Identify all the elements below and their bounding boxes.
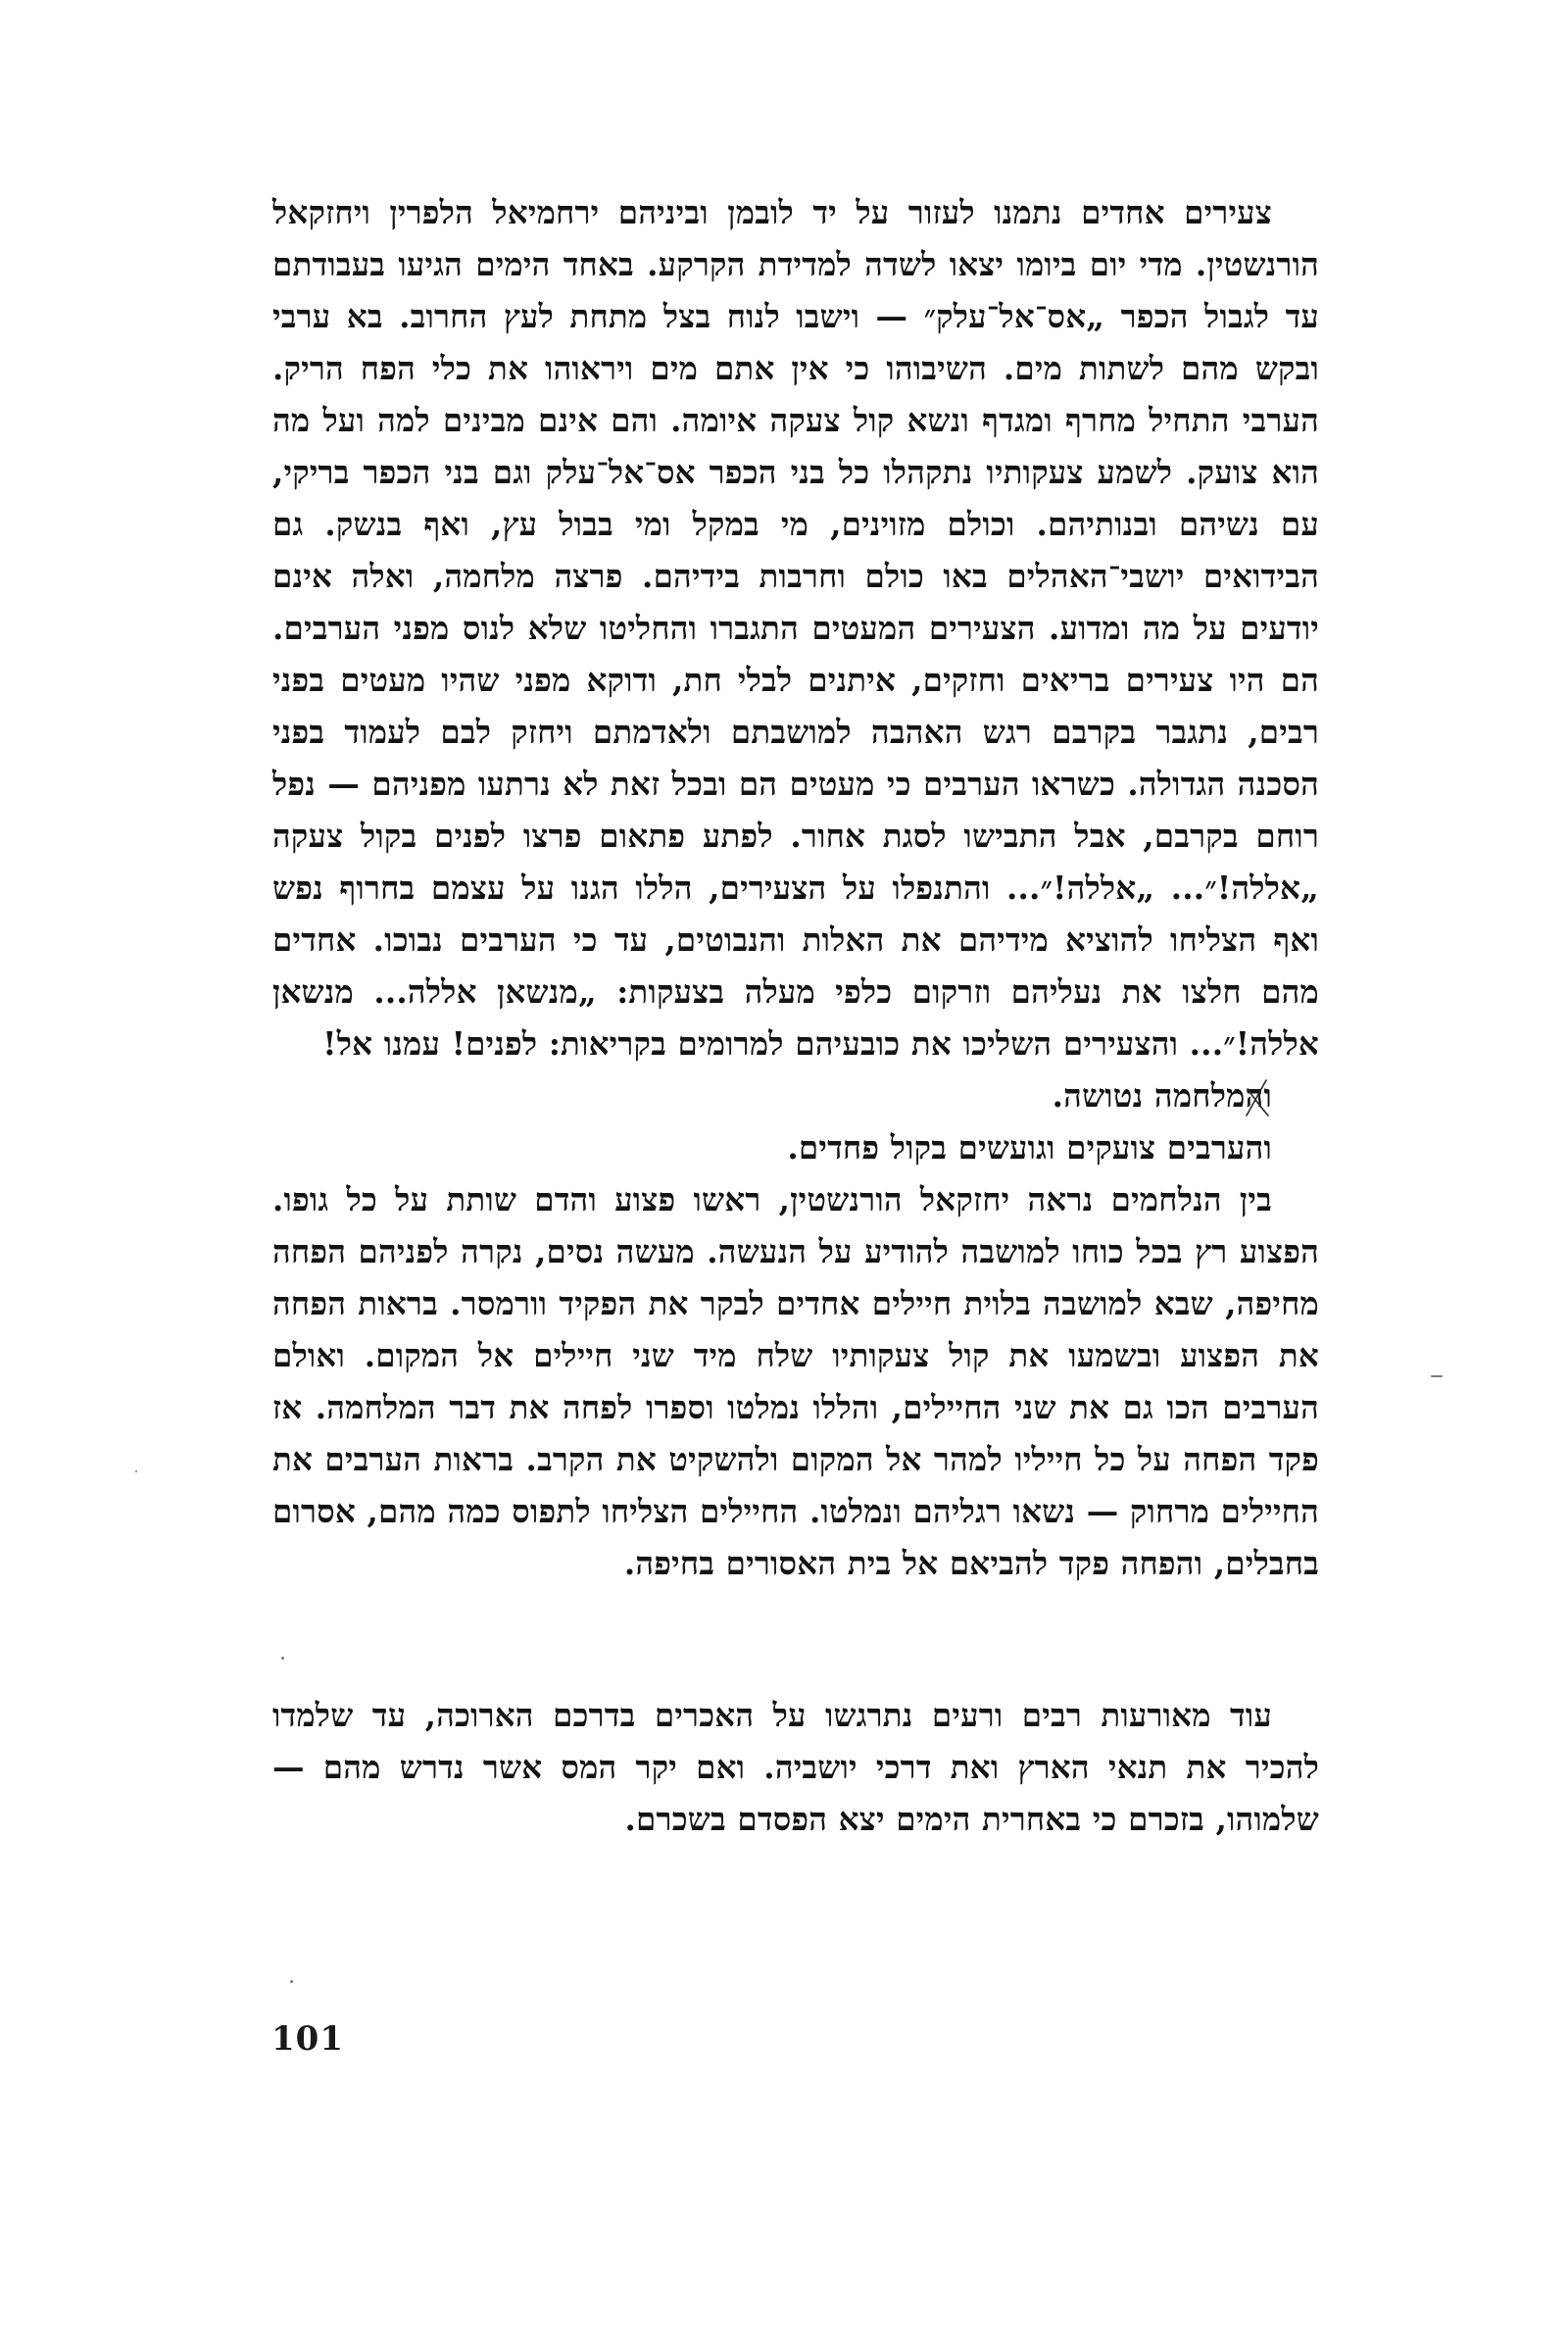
paragraph-pasha-arrival: בין הנלחמים נראה יחזקאל הורנשטין, ראשו פצוע והדם שותת על כל גופו. הפצוע רץ בכל כוחו למושבה להודיע על הנעשה. מעשה נסים, נקרה לפניהם הפחה מחיפה, שבא למושבה בלוית חיילים אחדים לבקר את הפקיד וורמסר. בראות הפחה את הפצוע ובשמעו את קול צעקותיו שלח מיד שני חיילים אל המקום. ואולם הערבים הכו גם את שני החיילים, והללו נמלטו וספרו לפחה את דבר המלחמה. אז פקד הפחה על כל חייליו למהר אל המקום ולהשקיט את הקרב. בראות הערבים את החיילים מרחוק — נשאו רגליהם ונמלטו. החיילים הצליחו לתפוס כמה מהם, אסרום בחבלים, והפחה פקד להביאם אל בית האסורים בחיפה.: [272, 1180, 1319, 1582]
scan-speck: [281, 1657, 284, 1660]
handwritten-margin-mark-icon: [1243, 1076, 1272, 1119]
main-text-section: [272, 186, 1319, 1589]
scan-speck: [1431, 1375, 1443, 1377]
scan-speck: [135, 1470, 137, 1472]
closing-text-section: [272, 1689, 1319, 1845]
paragraph-arabs-shouting: והערבים צועקים וגועשים בקול פחדים.: [787, 1128, 1272, 1167]
page-number: 101: [271, 2019, 344, 2059]
paragraph-war-raged: והמלחמה נטושה.: [1052, 1076, 1272, 1115]
scan-speck: [290, 1980, 293, 1983]
paragraph-closing: עוד מאורעות רבים ורעים נתרגשו על האכרים בדרכם הארוכה, עד שלמדו להכיר את תנאי הארץ ואת דרכי יושביה. ואם יקר המס אשר נדרש מהם — שלמוהו, בזכרם כי באחרית הימים יצא הפסדם בשכרם.: [272, 1696, 1319, 1838]
paragraph-battle-story: צעירים אחדים נתמנו לעזור על יד לובמן וביניהם ירחמיאל הלפרין ויחזקאל הורנשטין. מדי יום ביומו יצאו לשדה למדידת הקרקע. באחד הימים הגיעו בעבודתם עד לגבול הכפר „אס־אל־עלק״ — וישבו לנוח בצל מתחת לעץ החרוב. בא ערבי ובקש מהם לשתות מים. השיבוהו כי אין אתם מים ויראוהו את כלי הפח הריק. הערבי התחיל מחרף ומגדף ונשא קול צעקה איומה. והם אינם מבינים למה ועל מה הוא צועק. לשמע צעקותיו נתקהלו כל בני הכפר אס־אל־עלק וגם בני הכפר בריקי, עם נשיהם ובנותיהם. וכולם מזוינים, מי במקל ומי בבול עץ, ואף בנשק. גם הבידואים יושבי־האהלים באו כולם וחרבות בידיהם. פרצה מלחמה, ואלה אינם יודעים על מה ומדוע. הצעירים המעטים התגברו והחליטו שלא לנוס מפני הערבים. הם היו צעירים בריאים וחזקים, איתנים לבלי חת, ודוקא מפני שהיו מעטים בפני רבים, נתגבר בקרבם רגש האהבה למושבתם ולאדמתם ויחזק לבם לעמוד בפני הסכנה הגדולה. כשראו הערבים כי מעטים הם ובכל זאת לא נרתעו מפניהם — נפל רוחם בקרבם, אבל התבישו לסגת אחור. לפתע פתאום פרצו לפנים בקול צעקה „אללה!״... „אללה!״... והתנפלו על הצעירים, הללו הגנו על עצמם בחרוף נפש ואף הצליחו להוציא מידיהם את האלות והנבוטים, עד כי הערבים נבוכו. אחדים מהם חלצו את נעליהם וזרקום כלפי מעלה בצעקות: „מנשאן אללה... מנשאן אללה!״... והצעירים השליכו את כובעיהם למרומים בקריאות: לפנים! עמנו אל!: [272, 193, 1319, 1063]
